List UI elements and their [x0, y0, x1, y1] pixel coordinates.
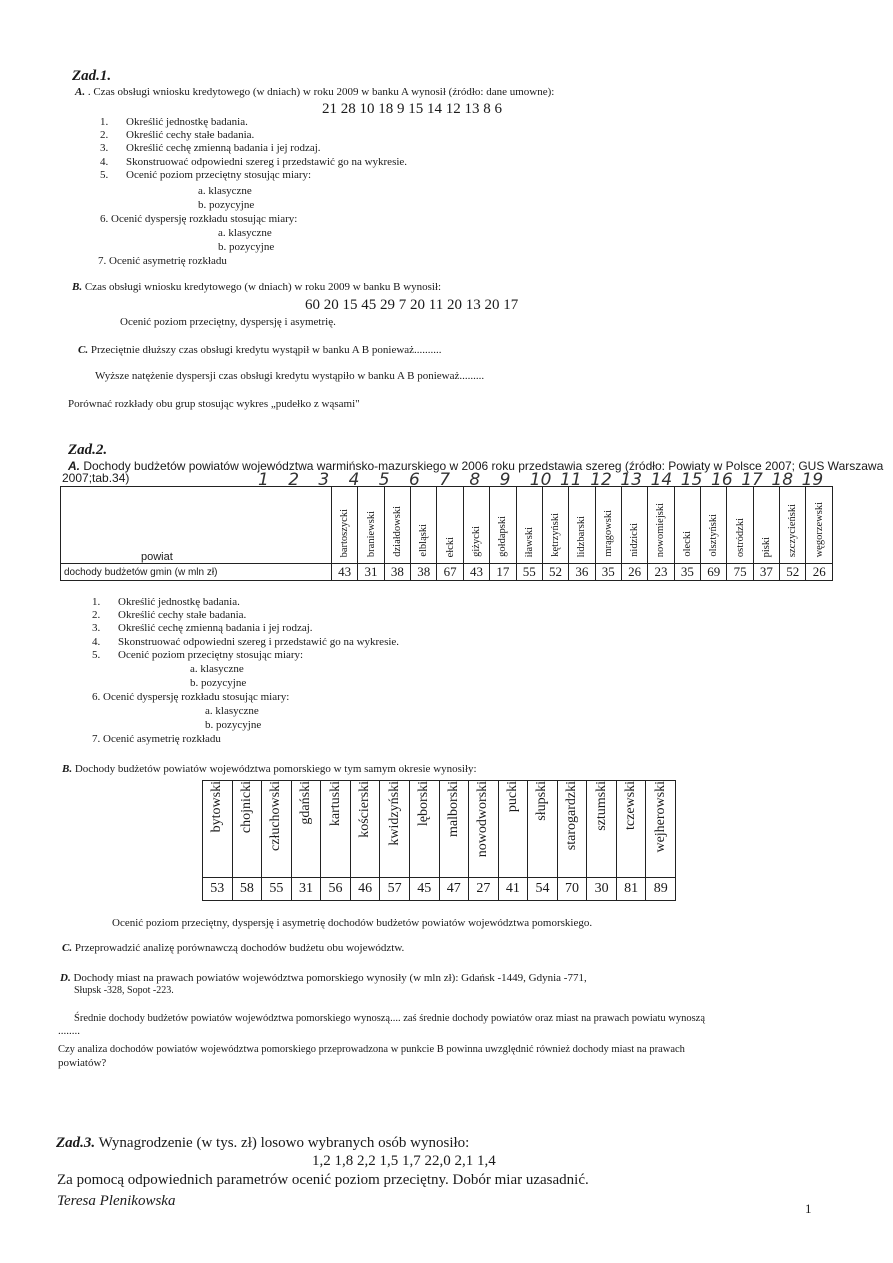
z2-pom-header-row [203, 781, 676, 878]
page-number: 1 [805, 1201, 812, 1216]
z1-c-text: Przeciętnie dłuższy czas obsługi kredytu wystąpił w banku A B ponieważ.......... [90, 344, 442, 356]
pom-powiat-name: kościerski [357, 781, 373, 838]
handwritten-number: 14 [650, 470, 673, 490]
powiat-name-cell [384, 487, 410, 564]
powiat-name-cell [780, 487, 806, 564]
z1-a-label: A. [75, 86, 86, 98]
powiat-name-cell [358, 487, 384, 564]
dochody-value: 31 [358, 564, 384, 581]
dochody-value: 35 [595, 564, 621, 581]
z3-intro [56, 1135, 469, 1152]
z1-a-intro [75, 86, 554, 98]
pom-powiat-name-cell [587, 781, 617, 878]
powiat-name: lidzbarski [576, 515, 588, 557]
pom-powiat-name-cell [350, 781, 380, 878]
pom-dochody-value: 55 [262, 878, 292, 901]
z1-c-text2: Wyższe natężenie dyspersji czas obsługi kredytu wystąpiło w banku A B ponieważ......... [95, 370, 485, 382]
handwritten-number: 13 [620, 470, 643, 490]
pom-dochody-value: 41 [498, 878, 528, 901]
pom-powiat-name: bytowski [209, 781, 225, 833]
pom-powiat-name: chojnicki [238, 781, 254, 834]
powiat-name-cell [490, 487, 516, 564]
pom-dochody-value: 53 [203, 878, 233, 901]
pom-dochody-value: 81 [616, 878, 646, 901]
powiat-name: szczycieński [787, 503, 799, 557]
powiat-name: nowomiejski [655, 502, 667, 557]
z2-task: 5. Ocenić poziom przeciętny stosując miary: [92, 648, 304, 661]
z2-a-text: Dochody budżetów powiatów województwa warmińsko-mazurskiego w 2006 roku przedstawia szereg (źródło: Powiaty w Polsce 2007; GUS Warszawa [83, 459, 884, 473]
pom-powiat-name: lęborski [416, 781, 432, 827]
dochody-value: 55 [516, 564, 542, 581]
z2-b-task: Ocenić poziom przeciętny, dyspersję i asymetrię dochodów budżetów powiatów województwa pomorskiego. [112, 917, 593, 929]
pom-powiat-name: starogardzki [564, 781, 580, 851]
z1-t6a: a. klasyczne [218, 227, 272, 239]
pom-powiat-name-cell [262, 781, 292, 878]
pom-dochody-value: 45 [409, 878, 439, 901]
pom-dochody-value: 58 [232, 878, 262, 901]
dochody-value: 36 [569, 564, 595, 581]
pom-dochody-value: 54 [528, 878, 558, 901]
z2-question: Czy analiza dochodów powiatów województwa pomorskiego przeprowadzona w punkcie B powinna uwzględnić również dochody miast na prawach [58, 1044, 685, 1055]
row-header-powiat: powiat [61, 487, 332, 564]
z2-b-label: B. [62, 763, 73, 775]
z2-task: 2. Określić cechy stałe badania. [92, 609, 247, 622]
powiat-name-cell [463, 487, 489, 564]
dochody-value: 69 [701, 564, 727, 581]
z2-task: 3. Określić cechę zmienną badania i jej rodzaj. [92, 622, 313, 635]
pom-powiat-name-cell [232, 781, 262, 878]
z1-c-label: C. [78, 344, 89, 356]
z2-t5a: a. klasyczne [190, 663, 244, 675]
handwritten-number: 17 [741, 470, 763, 490]
pom-powiat-name: pucki [504, 781, 520, 813]
z2-t6a: a. klasyczne [205, 705, 259, 717]
z2-table-value-row [61, 564, 833, 581]
z2-dots: ........ [58, 1025, 80, 1037]
z2-c-text: Przeprowadzić analizę porównawczą dochodów budżetu obu województw. [74, 942, 405, 954]
pom-powiat-name-cell [439, 781, 469, 878]
powiat-name: giżycki [470, 526, 482, 557]
z2-a-label: A. [68, 459, 80, 473]
handwritten-number: 6 [409, 470, 420, 490]
z2-table-warminsko [60, 486, 833, 581]
handwritten-number: 7 [439, 470, 451, 490]
handwritten-number: 1 [258, 470, 269, 490]
dochody-value: 38 [411, 564, 437, 581]
pom-powiat-name: słupski [534, 781, 550, 821]
pom-dochody-value: 89 [646, 878, 676, 901]
z1-heading: Zad.1. [72, 68, 112, 84]
pom-powiat-name-cell [616, 781, 646, 878]
powiat-name-cell [621, 487, 647, 564]
dochody-value: 37 [753, 564, 779, 581]
pom-powiat-name-cell [291, 781, 321, 878]
powiat-name: olecki [681, 531, 693, 557]
z2-d-text2: Słupsk -328, Sopot -223. [74, 985, 174, 996]
powiat-name: kętrzyński [550, 513, 562, 557]
z2-t5b: b. pozycyjne [190, 677, 247, 689]
z3-text: Wynagrodzenie (w tys. zł) losowo wybranych osób wynosiło: [98, 1135, 470, 1151]
pom-dochody-value: 56 [321, 878, 351, 901]
powiat-name: olsztyński [708, 514, 720, 557]
z1-task-list [100, 116, 407, 182]
powiat-name-cell [332, 487, 358, 564]
powiat-name: piski [760, 536, 772, 557]
pom-dochody-value: 30 [587, 878, 617, 901]
z2-task-list [92, 596, 399, 662]
z1-b-data: 60 20 15 45 29 7 20 11 20 13 20 17 [305, 297, 519, 313]
dochody-value: 35 [674, 564, 700, 581]
z2-b-text: Dochody budżetów powiatów województwa pomorskiego w tym samym okresie wynosiły: [74, 763, 477, 775]
z1-t5a: a. klasyczne [198, 185, 252, 197]
z1-t7: 7. Ocenić asymetrię rozkładu [98, 255, 227, 267]
z2-d-intro [60, 972, 587, 984]
dochody-value: 17 [490, 564, 516, 581]
powiat-name: iławski [523, 526, 535, 557]
dochody-value: 26 [806, 564, 833, 581]
z2-d-label: D. [60, 972, 71, 984]
powiat-name-cell [411, 487, 437, 564]
z2-c-label: C. [62, 942, 73, 954]
pom-powiat-name: wejherowski [652, 781, 668, 853]
z2-b-intro [62, 763, 477, 775]
powiat-name-cell [753, 487, 779, 564]
z2-t6: 6. Ocenić dyspersję rozkładu stosując miary: [92, 691, 290, 703]
z2-srednie: Średnie dochody budżetów powiatów województwa pomorskiego wynoszą.... zaś średnie dochody powiatów oraz miast na prawach powiatu wynoszą [74, 1013, 705, 1024]
row-header-dochody: dochody budżetów gmin (w mln zł) [61, 564, 332, 581]
pom-powiat-name: malborski [445, 781, 461, 837]
z2-t7: 7. Ocenić asymetrię rozkładu [92, 733, 221, 745]
powiat-name-cell [437, 487, 463, 564]
powiat-name-cell [674, 487, 700, 564]
z1-task: 1. Określić jednostkę badania. [100, 116, 248, 128]
pom-powiat-name: nowodworski [475, 781, 491, 858]
powiat-name-cell [569, 487, 595, 564]
powiat-name-cell [806, 487, 833, 564]
dochody-value: 67 [437, 564, 463, 581]
pom-powiat-name-cell [469, 781, 499, 878]
z1-b-task: Ocenić poziom przeciętny, dyspersję i asymetrię. [120, 316, 336, 328]
z1-compare: Porównać rozkłady obu grup stosując wykres „pudełko z wąsami" [68, 398, 360, 410]
powiat-name-cell [516, 487, 542, 564]
powiat-name: węgorzewski [813, 501, 825, 557]
pom-powiat-name-cell [380, 781, 410, 878]
powiat-name-cell [727, 487, 753, 564]
z1-a-text: . Czas obsługi wniosku kredytowego (w dniach) w roku 2009 w banku A wynosił (źródło: dane umowne): [87, 86, 555, 98]
powiat-name: braniewski [365, 510, 377, 557]
handwritten-number: 11 [560, 470, 582, 490]
pom-powiat-name: człuchowski [268, 781, 284, 851]
powiat-name-cell [701, 487, 727, 564]
z3-task: Za pomocą odpowiednich parametrów ocenić poziom przeciętny. Dobór miar uzasadnić. [57, 1172, 589, 1188]
z1-b-label: B. [72, 281, 83, 293]
powiat-name-cell [595, 487, 621, 564]
z1-task: 5. Ocenić poziom przeciętny stosując miary: [100, 168, 312, 181]
pom-powiat-name: gdański [297, 781, 313, 825]
z2-table-pomorskie [202, 780, 676, 901]
powiat-name: elbląski [418, 524, 430, 557]
dochody-value: 43 [463, 564, 489, 581]
dochody-value: 52 [780, 564, 806, 581]
z1-task: 2. Określić cechy stałe badania. [100, 129, 255, 142]
powiat-name: bartoszycki [339, 508, 351, 557]
dochody-value: 43 [332, 564, 358, 581]
z2-t6b: b. pozycyjne [205, 719, 262, 731]
z2-question2: powiatów? [58, 1057, 107, 1069]
powiat-name: mrągowski [602, 510, 614, 557]
pom-powiat-name-cell [646, 781, 676, 878]
dochody-value: 23 [648, 564, 674, 581]
handwritten-number: 4 [348, 470, 360, 490]
handwritten-number: 12 [590, 470, 612, 490]
powiat-name-cell [648, 487, 674, 564]
handwritten-number: 5 [378, 470, 390, 490]
powiat-name: ełcki [444, 536, 456, 557]
z2-task: 1. Określić jednostkę badania. [92, 596, 240, 608]
pom-powiat-name: tczewski [623, 781, 639, 830]
pom-powiat-name: kartuski [327, 781, 343, 827]
pom-powiat-name-cell [528, 781, 558, 878]
z1-b-text: Czas obsługi wniosku kredytowego (w dniach) w roku 2009 w banku B wynosił: [84, 281, 442, 293]
handwritten-number: 9 [499, 470, 511, 490]
z2-table-header-row [61, 487, 833, 564]
dochody-value: 38 [384, 564, 410, 581]
author: Teresa Plenikowska [57, 1193, 176, 1209]
pom-dochody-value: 57 [380, 878, 410, 901]
pom-powiat-name-cell [498, 781, 528, 878]
pom-dochody-value: 46 [350, 878, 380, 901]
pom-powiat-name-cell [557, 781, 587, 878]
z2-task: 4. Skonstruować odpowiedni szereg i przedstawić go na wykresie. [92, 635, 400, 648]
powiat-name: ostródzki [734, 517, 746, 557]
z3-heading: Zad.3. [56, 1135, 96, 1151]
powiat-name-cell [542, 487, 568, 564]
handwritten-number: 10 [529, 470, 552, 490]
z2-pom-value-row [203, 878, 676, 901]
pom-powiat-name-cell [409, 781, 439, 878]
z2-a-text2: 2007;tab.34) [62, 471, 130, 485]
handwritten-number: 19 [801, 470, 824, 490]
handwritten-number: 18 [771, 470, 794, 490]
dochody-value: 26 [621, 564, 647, 581]
pom-powiat-name: sztumski [593, 781, 609, 831]
handwritten-number: 3 [318, 470, 330, 490]
z1-b-intro [72, 281, 441, 293]
pom-dochody-value: 70 [557, 878, 587, 901]
z1-t6: 6. Ocenić dyspersję rozkładu stosując miary: [100, 213, 298, 225]
z1-a-data: 21 28 10 18 9 15 14 12 13 8 6 [322, 101, 502, 117]
handwritten-number: 15 [680, 470, 703, 490]
dochody-value: 52 [542, 564, 568, 581]
powiat-name: gołdapski [497, 516, 509, 557]
pom-powiat-name-cell [203, 781, 233, 878]
pom-powiat-name: kwidzyński [386, 781, 402, 846]
pom-powiat-name-cell [321, 781, 351, 878]
z2-d-text: Dochody miast na prawach powiatów województwa pomorskiego wynosiły (w mln zł): Gdańsk -1449, Gdynia -771, [73, 972, 587, 984]
powiat-name: działdowski [391, 506, 403, 557]
handwritten-number: 8 [469, 470, 481, 490]
z2-c-intro [62, 942, 404, 954]
pom-dochody-value: 47 [439, 878, 469, 901]
z2-heading: Zad.2. [68, 442, 108, 458]
pom-dochody-value: 31 [291, 878, 321, 901]
handwritten-number: 2 [288, 470, 300, 490]
z1-task: 4. Skonstruować odpowiedni szereg i przedstawić go na wykresie. [100, 155, 408, 168]
dochody-value: 75 [727, 564, 753, 581]
z3-data: 1,2 1,8 2,2 1,5 1,7 22,0 2,1 1,4 [312, 1153, 496, 1169]
z1-task: 3. Określić cechę zmienną badania i jej rodzaj. [100, 142, 321, 155]
z1-c-intro [78, 344, 442, 356]
z1-t6b: b. pozycyjne [218, 241, 275, 253]
handwritten-number: 16 [711, 470, 733, 490]
pom-dochody-value: 27 [469, 878, 499, 901]
powiat-name: nidzicki [629, 523, 641, 557]
z1-t5b: b. pozycyjne [198, 199, 255, 211]
